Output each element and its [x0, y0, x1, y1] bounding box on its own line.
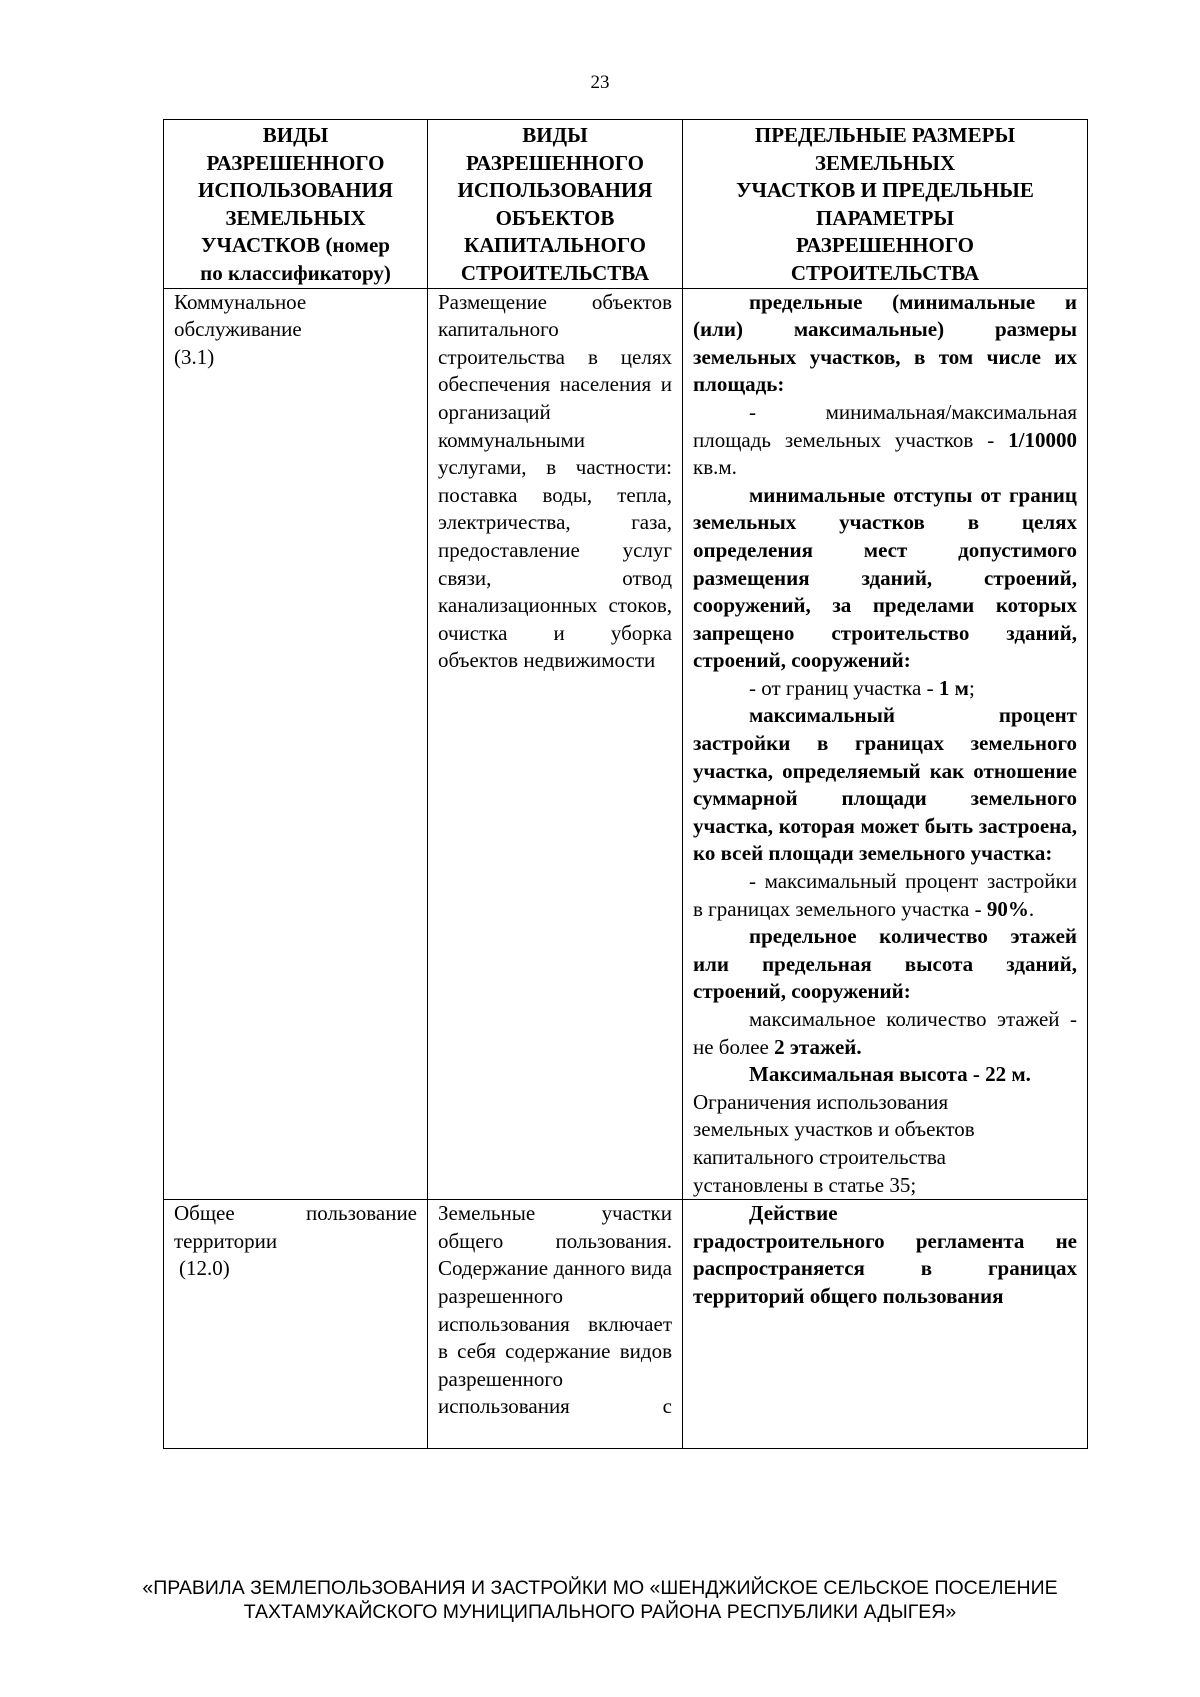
zoning-rules-table [163, 119, 1088, 1449]
param-value: 90% [986, 896, 1029, 921]
use-type-code: (3.1) [174, 344, 215, 369]
cell-params [683, 288, 1088, 1200]
param-heading: Действие [749, 1201, 838, 1226]
param-heading: минимальные отступы от границ земельных участков в целях определения мест допустимого размещения зданий, строений, сооружений, за пределами которых запрещено строительство зданий, строений, сооружений: [693, 482, 1077, 673]
header-line: по классификатору) [200, 260, 391, 285]
cell-params [683, 1200, 1088, 1449]
page-number: 23 [590, 72, 610, 93]
param-text [693, 868, 1077, 923]
header-line: РАЗРЕШЕННОГО [466, 150, 644, 175]
param-value: 1 м [938, 675, 969, 700]
param-text-part: . [1028, 896, 1035, 921]
param-text [693, 675, 1077, 703]
param-heading: максимальный процент застройки в границах земельного участка, определяемый как отношение суммарной площади земельного участка, которая может быть застроена, ко всей площади земельного участка: [693, 703, 1077, 866]
param-text-part: - от границ участка - [749, 675, 939, 700]
cell-use-type [164, 1200, 428, 1449]
param-value: 2 этажей. [774, 1034, 862, 1059]
use-type-name: Общее пользование [174, 1201, 417, 1226]
header-line: ИСПОЛЬЗОВАНИЯ [457, 178, 653, 203]
header-line: ЗЕМЕЛЬНЫХ [225, 205, 366, 230]
param-text-part: - минимальная/максимальная площадь земельных участков - [693, 399, 1077, 452]
param-heading: предельные (минимальные и (или) максимальные) размеры земельных участков, в том числе их площадь: [693, 289, 1077, 397]
param-text-part: - максимальный процент застройки в границах земельного участка - [693, 869, 1077, 921]
param-unit: кв.м. [693, 455, 737, 480]
header-line: УЧАСТКОВ (номер [201, 233, 390, 258]
param-heading: предельное количество этажей или предельная высота зданий, строений, сооружений: [693, 924, 1077, 1004]
cell-objects [428, 1200, 683, 1449]
param-text: Ограничения использования земельных участков и объектов капитального строительства установлены в статье 35; [693, 1089, 975, 1197]
footer-line: ТАХТАМУКАЙСКОГО МУНИЦИПАЛЬНОГО РАЙОНА РЕСПУБЛИКИ АДЫГЕЯ» [243, 1601, 957, 1623]
table-header-row [164, 120, 1088, 289]
footer-line: «ПРАВИЛА ЗЕМЛЕПОЛЬЗОВАНИЯ И ЗАСТРОЙКИ МО «ШЕНДЖИЙСКОЕ СЕЛЬСКОЕ ПОСЕЛЕНИЕ [142, 1577, 1058, 1599]
header-line: ВИДЫ [262, 123, 329, 147]
cell-objects [428, 288, 683, 1200]
param-heading: градостроительного регламента не распространяется в границах территорий общего пользования [693, 1228, 1077, 1308]
header-line: СТРОИТЕЛЬСТВА [790, 260, 980, 285]
header-line: РАЗРЕШЕННОГО [206, 150, 385, 175]
param-text-part: максимальное количество этажей - не более [693, 1007, 1077, 1059]
param-text [693, 1006, 1077, 1061]
use-type-code: (12.0) [179, 1256, 230, 1281]
header-line: ВИДЫ [522, 123, 588, 147]
param-text-part: ; [968, 675, 975, 700]
use-type-name: Коммунальное [174, 289, 307, 314]
header-line: ОБЪЕКТОВ [495, 205, 615, 230]
table-row [164, 1200, 1088, 1449]
header-line: РАЗРЕШЕННОГО [796, 233, 974, 258]
param-value: 1/10000 [1008, 427, 1077, 452]
objects-description: Размещение объектов капитального строительства в целях обеспечения населения и организаций коммунальными услугами, в частности: поставка воды, тепла, электричества, газа, предоставление услуг связи, отвод канализационных стоков, очистка и уборка объектов недвижимости [438, 289, 672, 673]
header-line: ЗЕМЕЛЬНЫХ [814, 150, 956, 175]
use-type-name: территории [174, 1228, 278, 1253]
objects-description: Земельные участки общего пользования. Содержание данного вида разрешенного использования включает в себя содержание видов разрешенного использования с [438, 1201, 672, 1419]
document-footer [0, 1576, 1200, 1624]
header-line: СТРОИТЕЛЬСТВА [460, 260, 650, 285]
table-row [164, 288, 1088, 1200]
header-use-types [164, 120, 428, 289]
use-type-name: обслуживание [174, 317, 302, 342]
param-text [693, 399, 1077, 482]
param-heading: Максимальная высота - 22 м. [749, 1062, 1031, 1087]
header-line: КАПИТАЛЬНОГО [463, 233, 647, 258]
cell-use-type [164, 288, 428, 1200]
header-limit-params [683, 120, 1088, 289]
header-line: ПАРАМЕТРЫ [815, 205, 955, 230]
header-line: УЧАСТКОВ И ПРЕДЕЛЬНЫЕ [736, 178, 1034, 203]
header-line: ИСПОЛЬЗОВАНИЯ [198, 178, 393, 203]
header-object-types [428, 120, 683, 289]
header-line: ПРЕДЕЛЬНЫЕ РАЗМЕРЫ [754, 123, 1016, 147]
